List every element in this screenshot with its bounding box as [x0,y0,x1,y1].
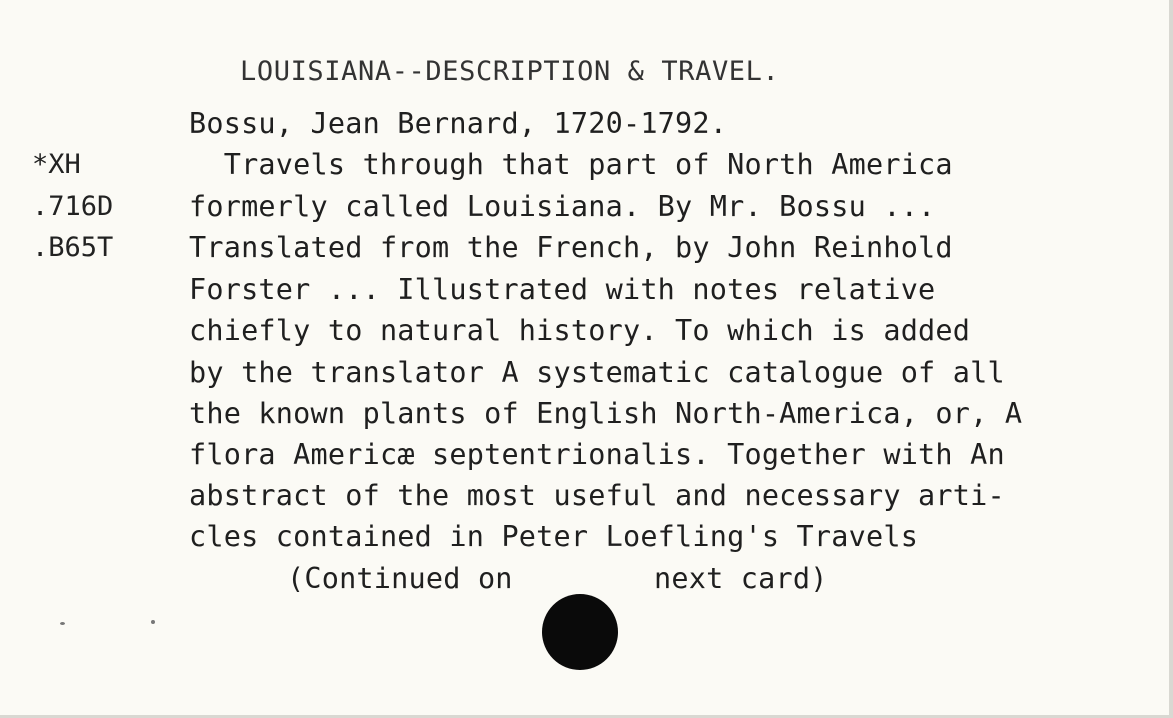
body-line: formerly called Louisiana. By Mr. Bossu ... [189,190,936,223]
call-number-line-1: *XH [32,149,81,180]
speck-mark [151,620,155,624]
body-line: abstract of the most useful and necessary arti- [189,479,1005,512]
subject-heading: LOUISIANA--DESCRIPTION & TRAVEL. [240,56,780,87]
body-line: the known plants of English North-America, or, A [189,397,1023,430]
body-line: Forster ... Illustrated with notes relative [189,273,936,306]
call-number-line-2: .716D [32,191,114,222]
speck-mark [60,622,65,625]
body-line: cles contained in Peter Loefling's Travels [189,520,919,553]
continuation-right: next card) [654,562,828,595]
body-line: flora Americæ septentrionalis. Together with An [189,438,1005,471]
punch-hole [542,594,618,670]
body-line: by the translator A systematic catalogue of all [189,356,1005,389]
body-line: chiefly to natural history. To which is added [189,314,971,347]
continuation-left: (Continued on [287,562,513,595]
body-line: Translated from the French, by John Reinhold [189,231,953,264]
author-line: Bossu, Jean Bernard, 1720-1792. [189,107,728,140]
body-line: Travels through that part of North America [189,148,953,181]
call-number-line-3: .B65T [32,232,114,263]
